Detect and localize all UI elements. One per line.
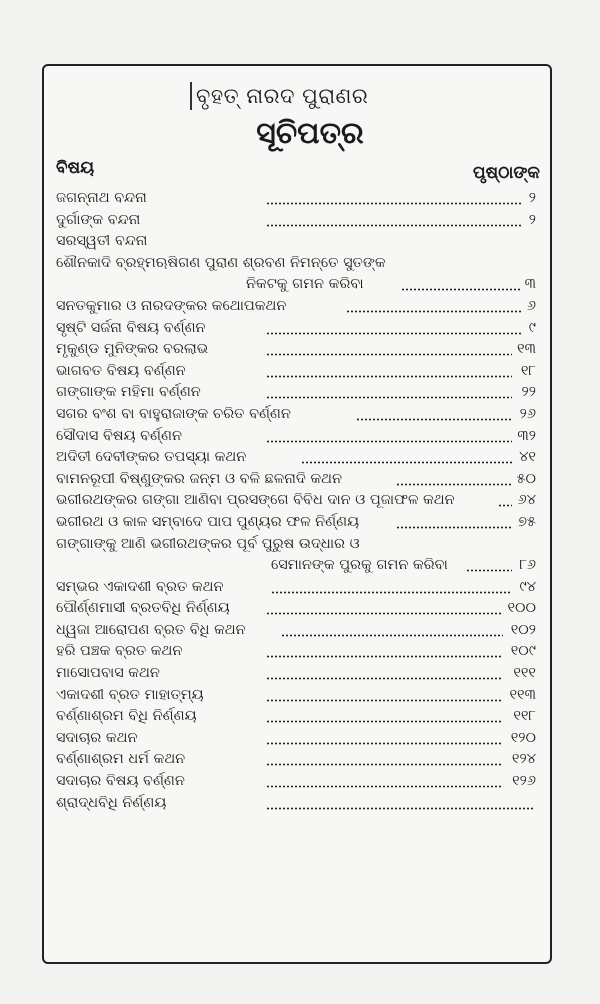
toc-entry-title: ଗଙ୍ଗାଙ୍କ ମହିମା ବର୍ଣ୍ଣନ (56, 384, 201, 401)
dot-leader (266, 440, 512, 443)
toc-entry-title: ବର୍ଣ୍ଣାଶ୍ରମ ବିଧି ନିର୍ଣ୍ଣୟ (56, 708, 197, 725)
toc-entry-page: ୧୨୪ (511, 751, 536, 768)
toc-entry (56, 361, 540, 383)
page-title: ସୂଚିପତ୍ର (256, 116, 364, 151)
toc-entry (56, 231, 540, 253)
toc-entry-title: ସଦାଚାର କଥନ (56, 729, 138, 746)
toc-entry (56, 641, 540, 663)
toc-entry-page: ୧୨୬ (512, 773, 536, 790)
toc-entry-title: ସରସ୍ୱତୀ ବନ୍ଦନା (56, 233, 148, 250)
toc-entry-page: ୨୬ (519, 405, 536, 422)
toc-entry-title: ମୃକୁଣ୍ଡ ମୁନିଙ୍କର ବରଲାଭ (56, 341, 209, 358)
toc-entry (56, 620, 540, 642)
toc-entry-page: ୧୧୧ (513, 665, 536, 682)
dot-leader (498, 504, 512, 507)
toc-entry-title: ଭଗୀରଥ ଓ କାଳ ସମ୍ବାଦେ ପାପ ପୁଣ୍ୟର ଫଳ ନିର୍ଣ୍ଣୟ (56, 513, 360, 530)
toc-entry-title: ମାସୋପବାସ କଥନ (56, 665, 160, 682)
toc-entry (56, 685, 540, 707)
toc-entry (56, 404, 540, 426)
toc-entry (56, 749, 540, 771)
toc-entry (56, 555, 540, 577)
toc-entry-title: ଅଦିତୀ ଦେବୀଙ୍କର ତପସ୍ୟା କଥନ (56, 449, 247, 466)
toc-entry-title: ଜଗନ୍ନାଥ ବନ୍ଦନା (56, 190, 147, 206)
toc-entry-page: ୧୧୮ (513, 708, 536, 725)
dot-leader (356, 418, 512, 421)
toc-entry (56, 339, 540, 361)
dot-leader (266, 202, 521, 205)
toc-entry-page: ୧୧୩ (509, 686, 536, 703)
toc-entry-page: ୮୬ (519, 557, 536, 574)
toc-entry (56, 598, 540, 620)
toc-entry (56, 512, 540, 534)
toc-entry-title: ସମ୍ଭର ଏକାଦଶୀ ବ୍ରତ କଥନ (56, 578, 224, 595)
toc-entry-title: ସନତକୁମାର ଓ ନାରଦଙ୍କର କଥୋପକଥନ (56, 297, 287, 314)
toc-entry (56, 382, 540, 404)
toc-entry-title: ବାମନରୂପୀ ବିଷ୍ଣୁଙ୍କର ଜନ୍ମ ଓ ବଳି ଛଳନାଦି କଥନ (56, 470, 342, 487)
column-header-subject: ବିଷୟ (56, 158, 95, 178)
dot-leader (266, 785, 503, 788)
dot-leader (396, 526, 512, 529)
dot-leader (266, 677, 503, 680)
toc-entry (56, 188, 540, 210)
toc-entry-title: ଦୁର୍ଗାଙ୍କ ବନ୍ଦନା (56, 211, 141, 228)
toc-entry-page: ୨୨ (521, 384, 536, 401)
toc-entry (56, 447, 540, 469)
toc-entry (56, 663, 540, 685)
toc-entry-page: ୨ (528, 190, 536, 206)
toc-entry-title: ନିକଟକୁ ଗମନ କରିବା (246, 276, 364, 293)
dot-leader (396, 483, 512, 486)
dot-leader (266, 655, 503, 658)
toc-entry (56, 793, 540, 815)
toc-entry-page: ୧୦୯ (510, 643, 536, 660)
toc-entry (56, 771, 540, 793)
toc-entry-page: ୨ (528, 211, 536, 228)
column-header-page: ପୃଷ୍ଠାଙ୍କ (472, 163, 540, 183)
toc-entry-title: ଶୌନକାଦି ବ୍ରହ୍ମଋଷିଗଣ ପୁରାଣ ଶ୍ରବଣ ନିମନ୍ତେ ସୁତଙ୍କ (56, 254, 386, 271)
dot-leader (266, 396, 512, 399)
toc-entry-page: ୯୪ (519, 578, 536, 595)
toc-entry-title: ଧ୍ୱଜା ଆରୋପଣ ବ୍ରତ ବିଧି କଥନ (56, 621, 246, 638)
toc-entry-page: ୧୦୦ (507, 600, 536, 617)
toc-entry-title: ପୌର୍ଣ୍ଣମାସୀ ବ୍ରତବିଧି ନିର୍ଣ୍ଣୟ (56, 600, 230, 617)
toc-entry-title: ଏକାଦଶୀ ବ୍ରତ ମାହାତ୍ମ୍ୟ (56, 686, 204, 703)
toc-entry-page: ୧୨୦ (510, 729, 536, 746)
book-title: ବୃହତ୍ ନାରଦ ପୁରାଣର (190, 82, 368, 110)
toc-entry-page: ୫୦ (516, 470, 536, 487)
toc-entry (56, 469, 540, 491)
toc-list (56, 188, 540, 814)
toc-entry (56, 577, 540, 599)
toc-entry (56, 296, 540, 318)
dot-leader (346, 310, 521, 313)
toc-entry-page: ୪୧ (519, 449, 536, 466)
toc-entry-title: ଗଙ୍ଗାଙ୍କୁ ଆଣି ଭଗୀରଥଙ୍କର ପୂର୍ବ ପୁରୁଷ ଉଦ୍ଧାର ଓ (56, 535, 360, 552)
dot-leader (271, 591, 512, 594)
toc-entry-title: ସଦାଚାର ବିଷୟ ବର୍ଣ୍ଣନ (56, 773, 185, 790)
dot-leader (466, 569, 512, 572)
toc-entry-title: ସୃଷ୍ଟି ସର୍ଜନା ବିଷୟ ବର୍ଣ୍ଣନ (56, 319, 206, 336)
toc-entry-title: ଭାଗବତ ବିଷୟ ବର୍ଣ୍ଣନ (56, 362, 186, 379)
toc-entry (56, 274, 540, 296)
toc-entry-title: ବର୍ଣ୍ଣାଶ୍ରମ ଧର୍ମ କଥନ (56, 751, 186, 768)
toc-entry (56, 490, 540, 512)
dot-leader (266, 742, 503, 745)
toc-entry-title: ହରି ପଞ୍ଚକ ବ୍ରତ କଥନ (56, 643, 183, 660)
toc-entry-title: ସୌଦାସ ବିଷୟ ବର୍ଣ୍ଣନ (56, 427, 182, 444)
dot-leader (266, 763, 503, 766)
toc-entry (56, 210, 540, 232)
dot-leader (266, 612, 503, 615)
toc-entry-page: ୩ (524, 276, 536, 293)
toc-entry-page: ୧୮ (520, 362, 536, 379)
dot-leader (266, 375, 512, 378)
toc-entry-page: ୬ (526, 297, 536, 314)
toc-entry (56, 534, 540, 556)
toc-entry-page: ୬୪ (517, 492, 536, 509)
dot-leader (301, 461, 512, 464)
toc-entry-page: ୧୦୨ (510, 621, 536, 638)
dot-leader (281, 634, 503, 637)
toc-entry-page: ୯ (528, 319, 536, 336)
dot-leader (266, 699, 503, 702)
dot-leader (266, 332, 521, 335)
toc-entry-title: ଶ୍ରାଦ୍ଧବିଧି ନିର୍ଣ୍ଣୟ (56, 794, 167, 811)
dot-leader (266, 353, 512, 356)
dot-leader (266, 224, 521, 227)
toc-entry (56, 728, 540, 750)
toc-entry-page: ୧୩ (517, 341, 536, 358)
dot-leader (266, 720, 503, 723)
toc-entry-page: ୭୫ (518, 513, 536, 530)
toc-entry-title: ସଗର ବଂଶ ବା ବାହୁରାଜାଙ୍କ ଚରିତ ବର୍ଣ୍ଣନ (56, 405, 291, 422)
toc-entry (56, 318, 540, 340)
dot-leader (401, 288, 521, 291)
toc-entry (56, 253, 540, 275)
dot-leader (266, 807, 534, 810)
toc-entry (56, 426, 540, 448)
toc-entry-title: ସେମାନଙ୍କ ପୁରକୁ ଗମନ କରିବା (271, 557, 448, 574)
toc-entry-title: ଭଗୀରଥଙ୍କର ଗଙ୍ଗା ଆଣିବା ପ୍ରସଙ୍ଗେ ବିବିଧ ଦାନ ଓ ପୂଜାଫଳ କଥନ (56, 492, 455, 509)
toc-entry-page: ୩୨ (517, 427, 536, 444)
toc-entry (56, 706, 540, 728)
